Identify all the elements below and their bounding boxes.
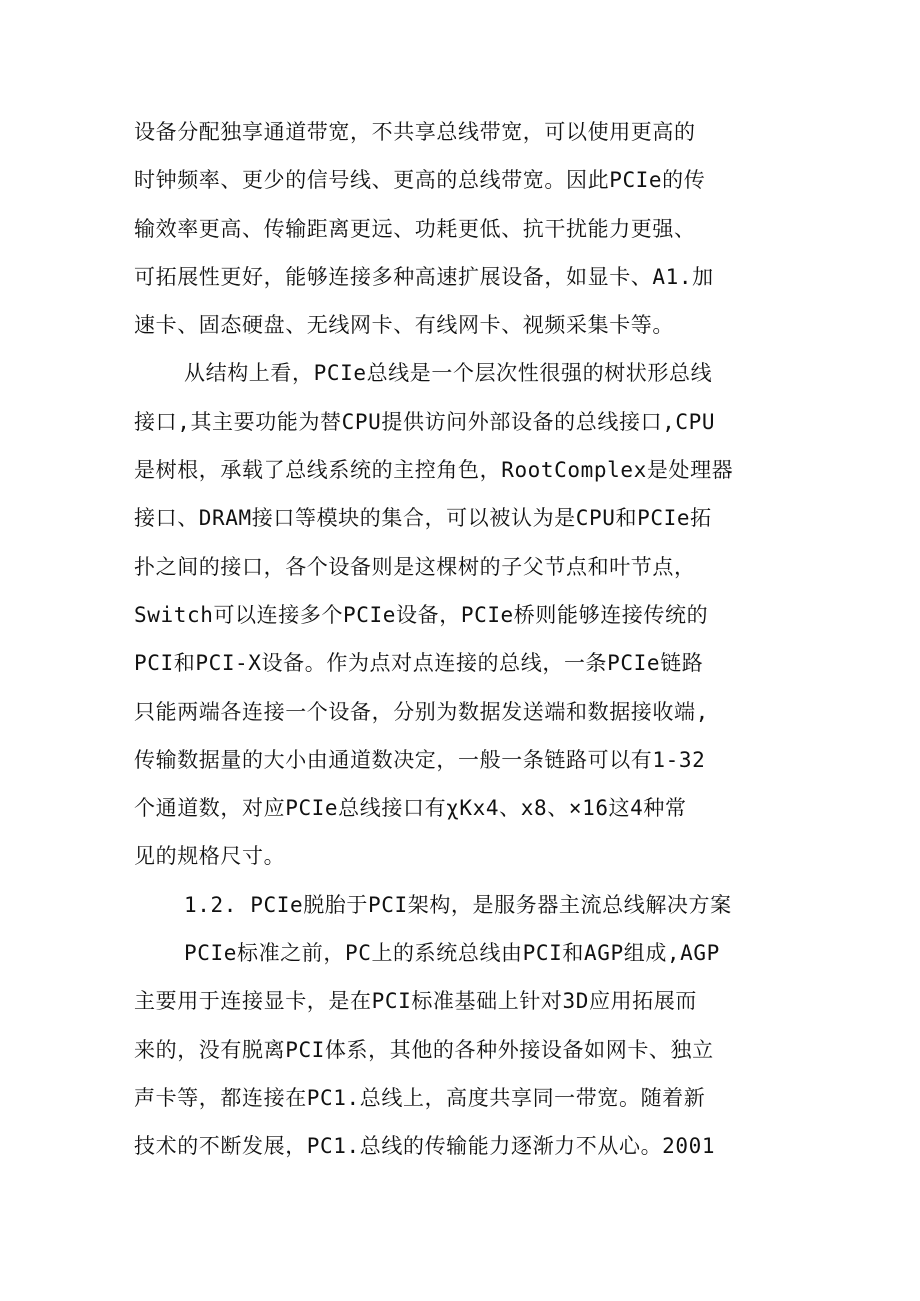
paragraph-start-line: PCIe标准之前，PC上的系统总线由PCI和AGP组成,AGP <box>184 941 720 966</box>
text-line: 来的，没有脱离PCI体系，其他的各种外接设备如网卡、独立 <box>134 1037 714 1062</box>
text-line: 设备分配独享通道带宽，不共享总线带宽，可以使用更高的 <box>134 120 696 144</box>
body-text <box>134 108 794 1171</box>
text-line: 个通道数，对应PCIe总线接口有χKx4、x8、×16这4种常 <box>134 796 687 821</box>
text-line: 传输数据量的大小由通道数决定，一般一条链路可以有1-32 <box>134 747 706 772</box>
text-line: Switch可以连接多个PCIe设备，PCIe桥则能够连接传统的 <box>134 602 709 627</box>
text-line: 声卡等，都连接在PC1.总线上，高度共享同一带宽。随着新 <box>134 1085 706 1110</box>
text-line: 可拓展性更好，能够连接多种高速扩展设备，如显卡、A1.加 <box>134 264 714 289</box>
text-line: 接口、DRAM接口等模块的集合，可以被认为是CPU和PCIe拓 <box>134 506 712 531</box>
section-heading: 1.2. PCIe脱胎于PCI架构，是服务器主流总线解决方案 <box>184 892 732 917</box>
text-line: 时钟频率、更少的信号线、更高的总线带宽。因此PCIe的传 <box>134 168 706 193</box>
text-line: 主要用于连接显卡，是在PCI标准基础上针对3D应用拓展而 <box>134 989 698 1014</box>
text-line: 见的规格尺寸。 <box>134 844 286 869</box>
text-line: PCI和PCI-X设备。作为点对点连接的总线，一条PCIe链路 <box>134 651 704 676</box>
text-line: 接口,其主要功能为替CPU提供访问外部设备的总线接口,CPU <box>134 409 716 434</box>
text-line: 技术的不断发展，PC1.总线的传输能力逐渐力不从心。2001 <box>134 1134 716 1159</box>
text-line: 只能两端各连接一个设备，分别为数据发送端和数据接收端, <box>134 699 709 724</box>
text-line: 速卡、固态硬盘、无线网卡、有线网卡、视频采集卡等。 <box>134 313 674 338</box>
paragraph-start-line: 从结构上看，PCIe总线是一个层次性很强的树状形总线 <box>184 361 713 386</box>
text-line: 扑之间的接口，各个设备则是这棵树的子父节点和叶节点， <box>134 554 696 579</box>
text-line: 是树根，承载了总线系统的主控角色，RootComplex是处理器 <box>134 458 734 483</box>
text-line: 输效率更高、传输距离更远、功耗更低、抗干扰能力更强、 <box>134 216 696 241</box>
